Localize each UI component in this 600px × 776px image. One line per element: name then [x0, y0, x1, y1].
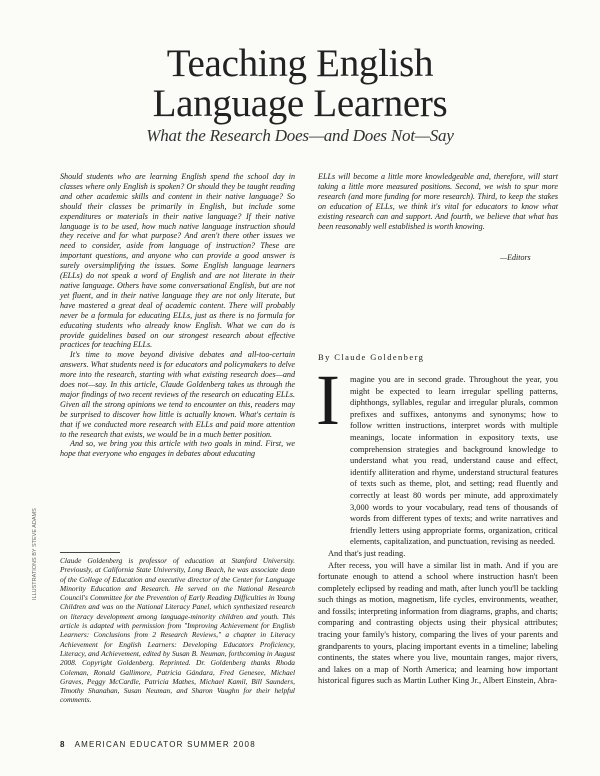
- page-number: 8: [60, 740, 66, 749]
- illustration-credit: ILLUSTRATIONS BY STEVE ADAMS: [32, 508, 38, 600]
- bio-divider: [60, 552, 120, 553]
- article-title-line2: Language Learners: [152, 82, 448, 125]
- author-bio: Claude Goldenberg is professor of education at Stanford University. Previously, at California State University, Long Beach, he was associate dean of the College of Education and executive director of the Center for Language Minority Education and Research. He served on the National Research Council's Committee for the Prevention of Early Reading Difficulties in Young Children and was on the National Literacy Panel, which synthesized research on literacy development among language-minority children and youth. This article is adapted with permission from "Improving Achievement for English Learners: Conclusions from 2 Research Reviews," a chapter in Literacy Achievement for English Learners: Developing Educators Proficiency, Literacy, and Achievement, edited by Susan B. Neuman, forthcoming in August 2008. Copyright Goldenberg. Reprinted. Dr. Goldenberg thanks Rhoda Coleman, Ronald Gallimore, Patricia Gándara, Fred Genesee, Michael Graves, Peggy McCardle, Patricia Mathes, Michael Kamil, Bill Saunders, Timothy Shanahan, Susan Neuman, and Sharon Vaughn for their helpful comments.: [60, 556, 295, 705]
- intro-paragraph: Should students who are learning English spend the school day in classes where only English is spoken? Or should they be taught reading and other academic skills and content in their native language? So should their classes be primarily in English, but include some expenditures or materials in their native language? If their native language is to be used, how much native language instruction should they receive and for what purpose? And aren't there other issues we need to consider, aside from language of instruction? These are important questions, and anyone who can provide a good answer is surely oversimplifying the issues. Some English language learners (ELLs) do not speak a word of English and are not literate in their native language. Others have some conversational English, but are not yet fluent, and in their native language they are not only literate, but have mastered a great deal of academic content. There will probably never be a formula for educating ELLs, just as there is no formula for educating students who already know English. What we can do is provide guidelines based on our strongest research about effective practices for teaching ELLs.: [60, 172, 295, 350]
- body-paragraph: After recess, you will have a similar list in math. And if you are fortunate enough to attend a school where instruction hasn't been completely eclipsed by reading and math, after lunch you'll be tackling such things as motion, magnetism, life cycles, environments, weather, and fossils; interpreting information from diagrams, graphs, and charts; comparing and contrasting objects using their physical attributes; tracing your family's history, comparing the lives of your parents and grandparents to yours, placing important events in a timeline; labeling continents, the states where you live, mountain ranges, major rivers, and lakes on a map of North America; and learning how important historical figures such as Martin Luther King Jr., Albert Einstein, Abra-: [318, 560, 558, 686]
- intro-paragraph: It's time to move beyond divisive debates and all-too-certain answers. What students need is for educators and policymakers to delve more into the research, starting with what existing research does—and does not—say. In this article, Claude Goldenberg takes us through the major findings of two recent reviews of the research on educating ELLs. Given all the strong opinions we tend to encounter on this, readers may be surprised to discover how little is actually known. What's certain is that if we conducted more research with ELLs and paid more attention to the research that exists, we would be in a much better position.: [60, 350, 295, 439]
- byline: By Claude Goldenberg: [318, 352, 425, 362]
- page-footer: [60, 740, 256, 749]
- editors-signature: —Editors: [500, 253, 531, 262]
- article-title-line1: Teaching English: [166, 42, 434, 85]
- intro-paragraph: ELLs will become a little more knowledgeable and, therefore, will start taking a little more measured positions. Second, we wish to spur more research (and more funding for more research). Third, to keep the stakes on education of ELLs, we think it's vital for educators to know what existing research can and support. And fourth, we believe that what has been reasonably well established is worth knowing.: [318, 172, 558, 231]
- article-subtitle: What the Research Does—and Does Not—Say: [146, 126, 454, 145]
- drop-cap: I: [316, 360, 340, 440]
- body-paragraph: And that's just reading.: [328, 548, 406, 558]
- body-paragraph: magine you are in second grade. Throughout the year, you might be expected to learn irregular spelling patterns, diphthongs, syllables, regular and irregular plurals, common prefixes and suffixes, antonyms and synonyms; how to follow written instructions, interpret words with multiple meanings, locate information in expository texts, use comprehension strategies and background knowledge to understand what you read, understand cause and effect, identify alliteration and rhyme, understand structural features of texts such as theme, plot, and setting; read fluently and correctly at least 80 words per minute, add approximately 3,000 words to your vocabulary, read tens of thousands of words from different types of texts; and write narratives and friendly letters using appropriate forms, organization, critical elements, capitalization, and punctuation, revising as needed.: [350, 375, 558, 547]
- intro-column-left: [60, 172, 295, 459]
- body-column-right: [318, 374, 558, 687]
- publication-info: AMERICAN EDUCATOR SUMMER 2008: [74, 740, 256, 749]
- intro-column-right: [318, 172, 558, 231]
- intro-paragraph: And so, we bring you this article with two goals in mind. First, we hope that everyone who engages in debates about educating: [60, 439, 295, 459]
